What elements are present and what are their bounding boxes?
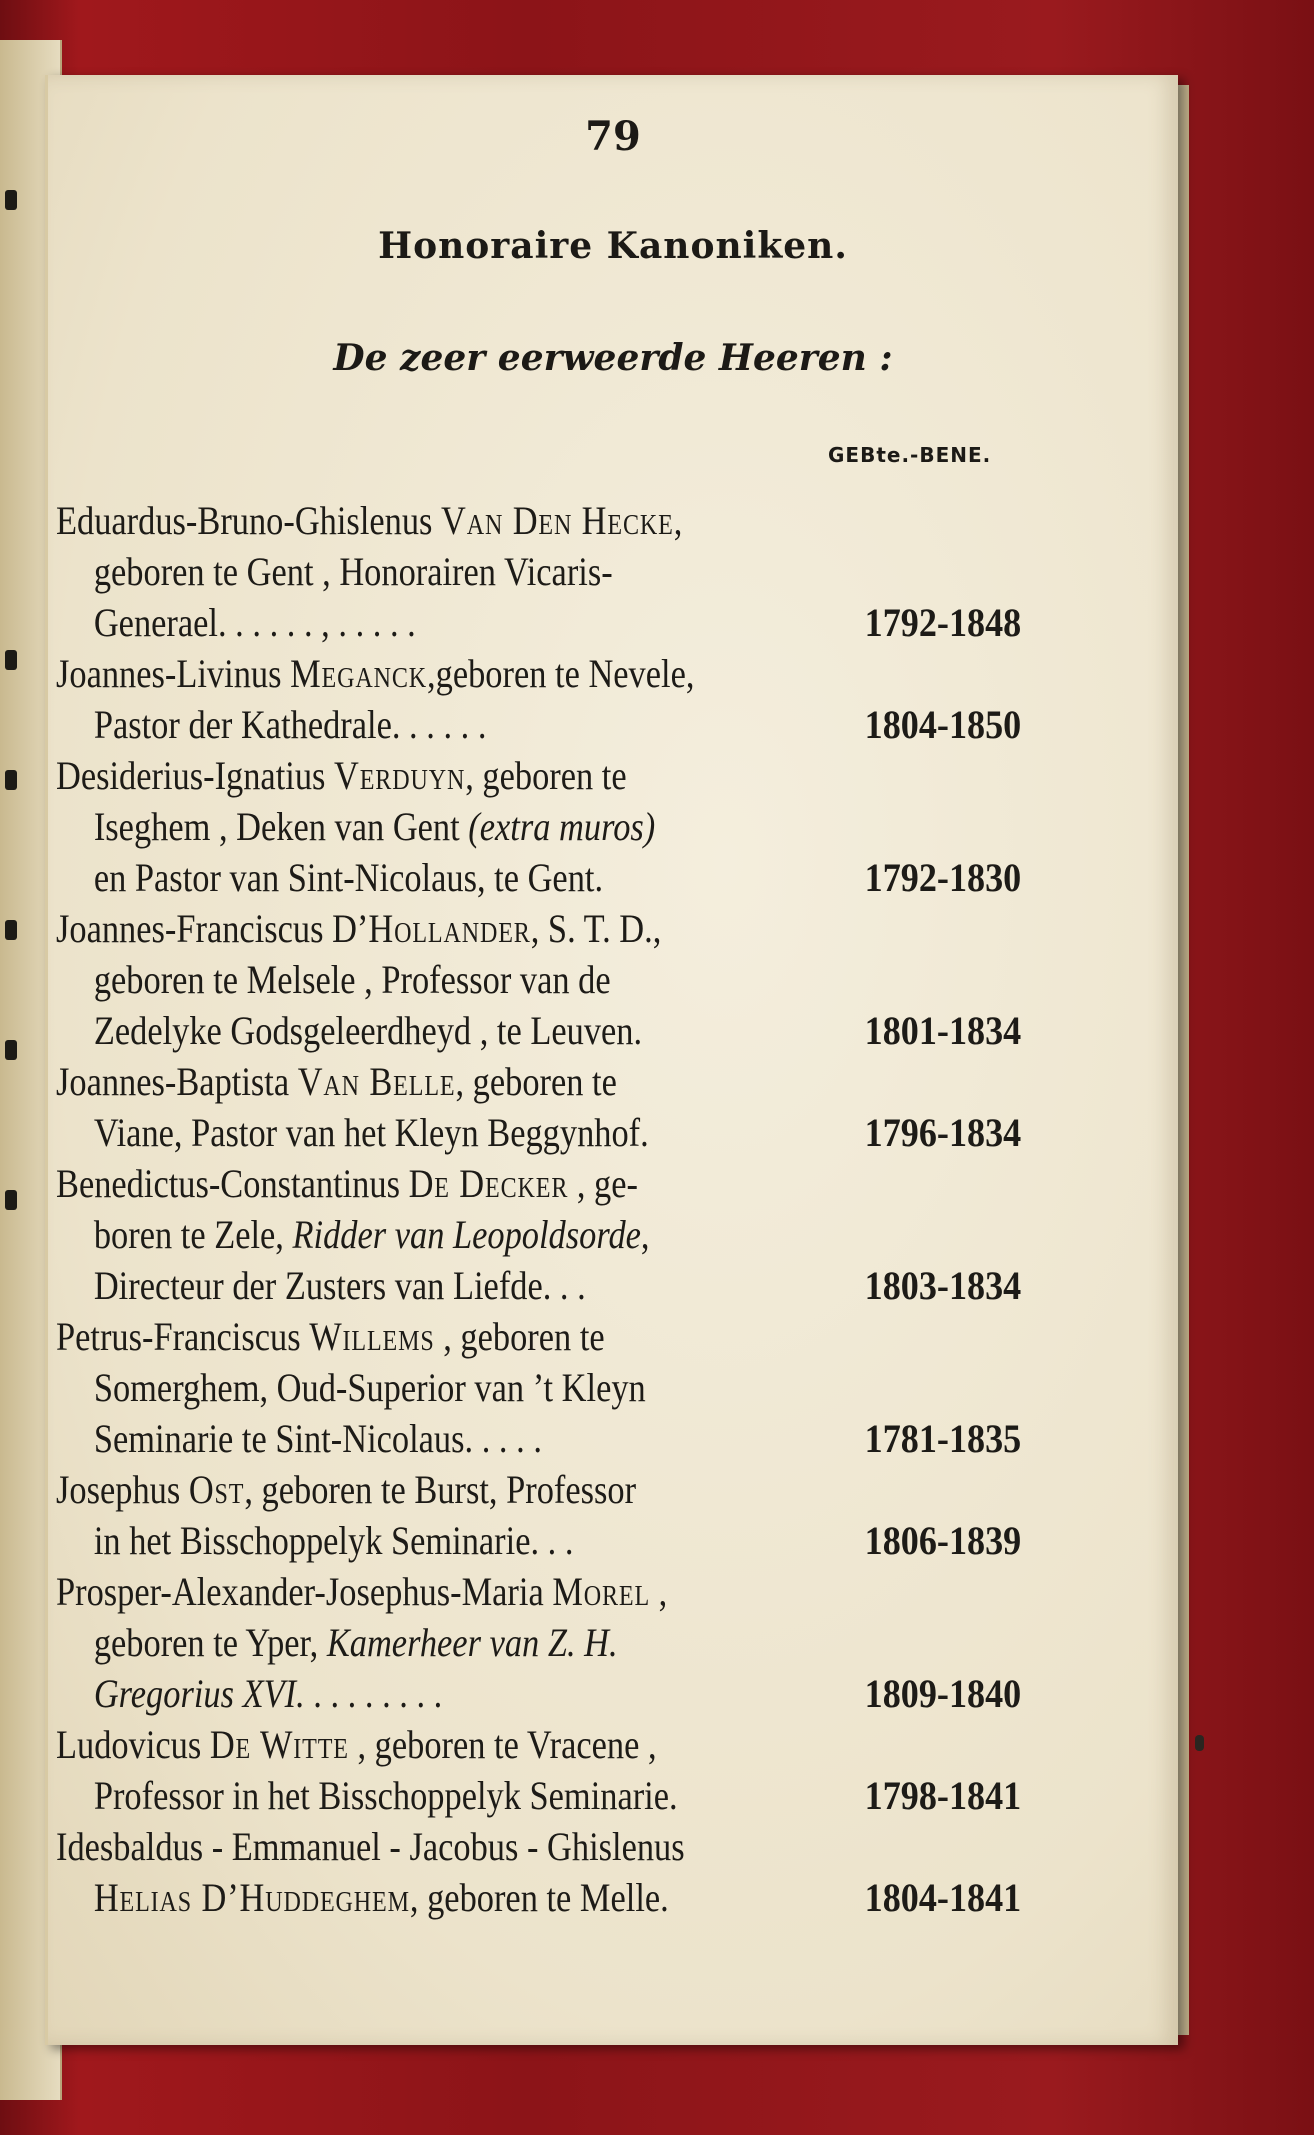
tenure-dates: 1806-1839 <box>864 1518 1021 1563</box>
section-subheading: De zeer eerweerde Heeren : <box>333 337 893 379</box>
italic-text: Gregorius XVI. <box>93 1671 305 1716</box>
surname: Helias D’Huddeghem <box>93 1875 410 1920</box>
entry-text: geboren te Yper, <box>93 1620 327 1665</box>
list-item <box>56 903 1156 1056</box>
list-item <box>56 1566 1156 1719</box>
entry-text-line <box>56 954 1002 1005</box>
entry-text-line <box>56 1005 1021 1056</box>
entry-name-line <box>56 1056 1002 1107</box>
entry-text: , geboren te <box>434 1314 605 1359</box>
entry-text: ,geboren te Nevele, <box>427 651 695 696</box>
entry-text: , ge- <box>568 1161 638 1206</box>
entry-name-line <box>56 1158 1002 1209</box>
entry-text-line <box>56 597 1021 648</box>
entry-name-line <box>56 1311 1002 1362</box>
entry-text: , <box>650 1569 668 1614</box>
surname: Verduyn <box>334 753 466 798</box>
entry-name-line <box>56 1719 1002 1770</box>
entry-name-line <box>56 1566 1002 1617</box>
entry-text-line <box>56 1668 1021 1719</box>
entry-text: Desiderius-Ignatius <box>56 753 335 798</box>
entry-text: boren te Zele, <box>93 1212 293 1257</box>
ink-mark <box>5 1040 17 1060</box>
entry-text-line <box>56 1872 1021 1923</box>
list-item <box>56 750 1156 903</box>
surname: Meganck <box>290 651 428 696</box>
surname: Ost <box>188 1467 245 1512</box>
entry-text-line <box>56 1209 1002 1260</box>
tenure-dates: 1801-1834 <box>864 1008 1021 1053</box>
surname: De Witte <box>209 1722 349 1767</box>
list-item <box>56 1719 1156 1821</box>
entry-text: , geboren te Vracene , <box>348 1722 657 1767</box>
italic-text: Ridder van Leopoldsorde <box>292 1212 641 1257</box>
entry-text: Zedelyke Godsgeleerdheyd , te Leuven. <box>93 1008 643 1053</box>
list-item <box>56 1056 1156 1158</box>
tenure-dates: 1792-1848 <box>864 600 1021 645</box>
tenure-dates: 1798-1841 <box>864 1773 1021 1818</box>
ink-mark <box>1195 1735 1204 1751</box>
list-item <box>56 1464 1156 1566</box>
entry-text: Professor in het Bisschoppelyk Seminarie. <box>93 1773 678 1818</box>
entry-text: Somerghem, Oud-Superior van ’t Kleyn <box>93 1365 646 1410</box>
entry-text-line <box>56 699 1021 750</box>
entry-text-line <box>56 801 1002 852</box>
entry-text: Prosper-Alexander-Josephus-Maria <box>56 1569 553 1614</box>
entry-text: , geboren te <box>465 753 627 798</box>
surname: Van Belle <box>297 1059 456 1104</box>
list-item <box>56 648 1156 750</box>
surname: Van Den Hecke <box>441 498 674 543</box>
entry-text: Pastor der Kathedrale. . . . . . <box>93 702 487 747</box>
entry-text: Benedictus-Constantinus <box>56 1161 409 1206</box>
entry-text: Ludovicus <box>56 1722 210 1767</box>
page-number: 79 <box>585 113 641 160</box>
entry-text-line <box>56 1362 1002 1413</box>
entry-text: geboren te Melsele , Professor van de <box>93 957 611 1002</box>
entry-name-line <box>56 1821 1002 1872</box>
entry-text: , <box>673 498 683 543</box>
entry-text-line <box>56 1515 1021 1566</box>
entry-name-line <box>56 648 1002 699</box>
list-item <box>56 495 1156 648</box>
canon-list <box>56 495 1156 1923</box>
entry-name-line <box>56 1464 1002 1515</box>
ink-mark <box>5 770 17 790</box>
entry-text: en Pastor van Sint-Nicolaus, te Gent. <box>93 855 604 900</box>
entry-text: . . . . . . . . <box>304 1671 443 1716</box>
entry-text: Joannes-Baptista <box>56 1059 298 1104</box>
entry-text: in het Bisschoppelyk Seminarie. . . <box>93 1518 574 1563</box>
entry-text: , geboren te Melle. <box>409 1875 669 1920</box>
entry-text: Joannes-Franciscus D’ <box>56 906 369 951</box>
entry-text: Directeur der Zusters van Liefde. . . <box>93 1263 586 1308</box>
entry-text: Iseghem , Deken van Gent <box>93 804 469 849</box>
italic-text: (extra muros) <box>468 804 656 849</box>
entry-text: , S. T. D., <box>530 906 662 951</box>
surname: De Decker <box>408 1161 569 1206</box>
entry-name-line <box>56 903 1002 954</box>
entry-text-line <box>56 1260 1021 1311</box>
italic-text: Kamerheer van Z. H. <box>326 1620 618 1665</box>
tenure-dates: 1803-1834 <box>864 1263 1021 1308</box>
entry-text-line <box>56 1107 1021 1158</box>
tenure-dates: 1796-1834 <box>864 1110 1021 1155</box>
list-item <box>56 1158 1156 1311</box>
entry-text: Eduardus-Bruno-Ghislenus <box>56 498 442 543</box>
ink-mark <box>5 650 17 670</box>
entry-text-line <box>56 1770 1021 1821</box>
tenure-dates: 1792-1830 <box>864 855 1021 900</box>
entry-text-line <box>56 1413 1021 1464</box>
ink-mark <box>5 1190 17 1210</box>
entry-text: Generael. . . . . . , . . . . . <box>93 600 416 645</box>
entry-text: Seminarie te Sint-Nicolaus. . . . . <box>93 1416 542 1461</box>
entry-text: Petrus-Franciscus <box>56 1314 310 1359</box>
entry-text-line <box>56 1617 1002 1668</box>
entry-name-line <box>56 495 1002 546</box>
entry-text: , geboren te Burst, Professor <box>244 1467 637 1512</box>
tenure-dates: 1809-1840 <box>864 1671 1021 1716</box>
list-item <box>56 1821 1156 1923</box>
entry-text-line <box>56 852 1021 903</box>
entry-text: Viane, Pastor van het Kleyn Beggynhof. <box>93 1110 649 1155</box>
entry-text: Idesbaldus - Emmanuel - Jacobus - Ghislenus <box>56 1824 685 1869</box>
section-heading: Honoraire Kanoniken. <box>378 225 848 267</box>
ink-mark <box>5 920 17 940</box>
list-item <box>56 1311 1156 1464</box>
entry-text: Josephus <box>56 1467 189 1512</box>
tenure-dates: 1781-1835 <box>864 1416 1021 1461</box>
entry-text: geboren te Gent , Honorairen Vicaris- <box>93 549 613 594</box>
ink-mark <box>5 190 17 210</box>
entry-text: , geboren te <box>455 1059 617 1104</box>
surname: Willems <box>309 1314 435 1359</box>
entry-text: , <box>640 1212 650 1257</box>
dates-column-header: GEBte.-BENE. <box>828 443 992 467</box>
tenure-dates: 1804-1841 <box>864 1875 1021 1920</box>
book-page <box>45 75 1178 2045</box>
surname: Hollander <box>368 906 531 951</box>
surname: Morel <box>552 1569 651 1614</box>
entry-text: Joannes-Livinus <box>56 651 291 696</box>
entry-text-line <box>56 546 1002 597</box>
entry-name-line <box>56 750 1002 801</box>
tenure-dates: 1804-1850 <box>864 702 1021 747</box>
